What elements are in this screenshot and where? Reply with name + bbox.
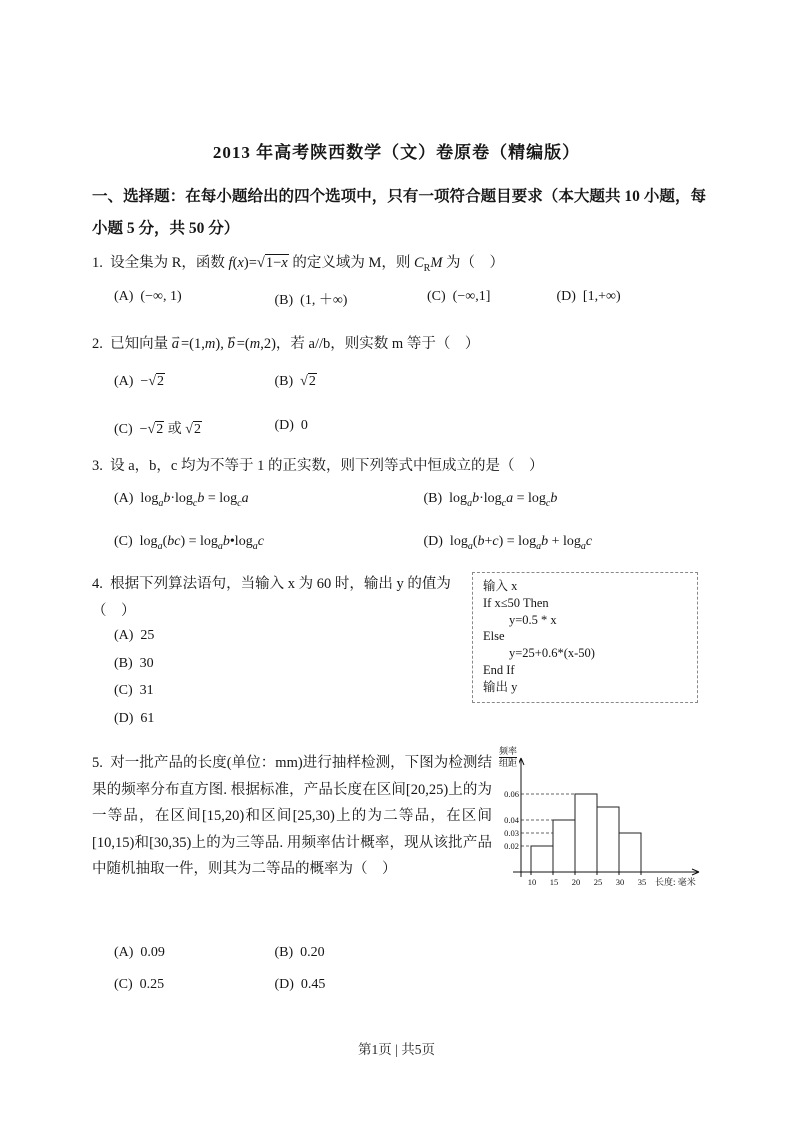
question-3-options-row2 bbox=[114, 534, 592, 550]
page-footer: 第1页 | 共5页 bbox=[358, 1042, 435, 1057]
svg-text:0.03: 0.03 bbox=[504, 828, 519, 838]
q3-option-b: (B) $\log_ab\cdot\log_ca = \log_cb$ bbox=[423, 491, 558, 509]
q3-option-a: (A) $\log_ab\cdot\log_cb = \log_ca$ bbox=[114, 491, 249, 509]
question-5-options-row1 bbox=[114, 945, 325, 961]
svg-text:0.02: 0.02 bbox=[504, 841, 519, 851]
svg-text:30: 30 bbox=[615, 877, 625, 887]
y-axis-label-numerator: 频率 bbox=[499, 746, 518, 756]
y-axis-label-denominator: 组距 bbox=[499, 758, 518, 768]
svg-text:10: 10 bbox=[527, 877, 537, 887]
svg-text:25: 25 bbox=[593, 877, 603, 887]
q1-option-c: (C) (−∞,1] bbox=[427, 289, 491, 304]
frequency-histogram bbox=[497, 744, 712, 909]
q1-option-a: (A) (−∞, 1) bbox=[114, 289, 182, 304]
question-1-options bbox=[114, 289, 621, 309]
question-1-stem: 1. 设全集为 R，函数 f(x)=√1−x 的定义域为 M，则 $C_RM$ 为（ ） bbox=[92, 255, 505, 274]
question-3-stem: 3. 设 a，b，c 均为不等于 1 的正实数，则下列等式中恒成立的是（ ） bbox=[92, 458, 544, 474]
q4-option-c: (C) 31 bbox=[114, 683, 154, 698]
q2-option-c: (C) −√2 或 √2 bbox=[114, 422, 201, 437]
svg-text:0.06: 0.06 bbox=[504, 789, 519, 799]
q2-option-b: (B) √2 bbox=[274, 374, 316, 389]
exam-title: 2013 年高考陕西数学（文）卷原卷（精编版） bbox=[212, 143, 581, 162]
question-2-options-row1 bbox=[114, 374, 317, 390]
q5-option-d: (D) 0.45 bbox=[274, 977, 326, 992]
q2-option-d: (D) 0 bbox=[274, 418, 308, 433]
question-5-stem: 5. 对一批产品的长度(单位：mm)进行抽样检测，下图为检测结果的频率分布直方图. 根据标准，产品长度在区间[20,25)上的为一等品，在区间[15,20)和区间[25,30)上的为二等品，在区间[10,15)和[30,35)上的为三等品. 用频率估计概率，现从该批产品中随机抽取一件，则其为二等品的概率为（ ） bbox=[92, 755, 492, 877]
q5-option-c: (C) 0.25 bbox=[114, 977, 165, 992]
question-3-options-row1 bbox=[114, 491, 557, 507]
algorithm-line: End If bbox=[483, 662, 515, 677]
section-instructions: 一、选择题：在每小题给出的四个选项中，只有一项符合题目要求（本大题共 10 小题，每小题 5 分，共 50 分） bbox=[92, 188, 706, 237]
algorithm-line: 输出 y bbox=[483, 679, 518, 694]
svg-text:长度: 毫米: 长度: 毫米 bbox=[655, 877, 696, 887]
q1-option-b: (B) (1, ＋∞) bbox=[274, 293, 348, 308]
algorithm-line: y=0.5 * x bbox=[509, 612, 557, 627]
histogram-plot bbox=[497, 744, 712, 899]
question-4-options bbox=[114, 628, 154, 738]
algorithm-line: Else bbox=[483, 629, 505, 644]
algorithm-line: y=25+0.6*(x-50) bbox=[509, 646, 595, 661]
question-2-options-row2 bbox=[114, 418, 308, 438]
svg-text:20: 20 bbox=[571, 877, 581, 887]
question-5-options-row2 bbox=[114, 977, 325, 993]
q4-option-d: (D) 61 bbox=[114, 710, 155, 726]
question-4-stem: 4. 根据下列算法语句，当输入 x 为 60 时，输出 y 的值为 （ ） bbox=[92, 576, 451, 619]
algorithm-box bbox=[472, 572, 698, 703]
q5-option-b: (B) 0.20 bbox=[274, 945, 325, 960]
q1-option-d: (D) [1,+∞) bbox=[556, 289, 621, 304]
q3-option-c: (C) $\log_a(bc)$ = $\log_ab•\log_ac$ bbox=[114, 534, 264, 552]
q5-option-a: (A) 0.09 bbox=[114, 945, 165, 960]
algorithm-line: 输入 x bbox=[483, 579, 518, 593]
histogram-y-axis-label bbox=[497, 746, 519, 769]
q2-option-a: (A) −√2 bbox=[114, 374, 165, 389]
algorithm-line: If x≤50 Then bbox=[483, 595, 549, 610]
question-2-stem: 2. 已知向量 ⇀ a =(1,m), ⇀ b =(m,2)，若 a//b，则实数 m 等于（ ） bbox=[92, 331, 479, 358]
svg-text:35: 35 bbox=[637, 877, 647, 887]
svg-text:15: 15 bbox=[549, 877, 559, 887]
q4-option-b: (B) 30 bbox=[114, 655, 154, 671]
q4-option-a: (A) 25 bbox=[114, 628, 155, 643]
q3-option-d: (D) $\log_a(b+c) = \log_ab + \log_ac$ bbox=[423, 534, 593, 552]
svg-text:0.04: 0.04 bbox=[504, 815, 519, 825]
